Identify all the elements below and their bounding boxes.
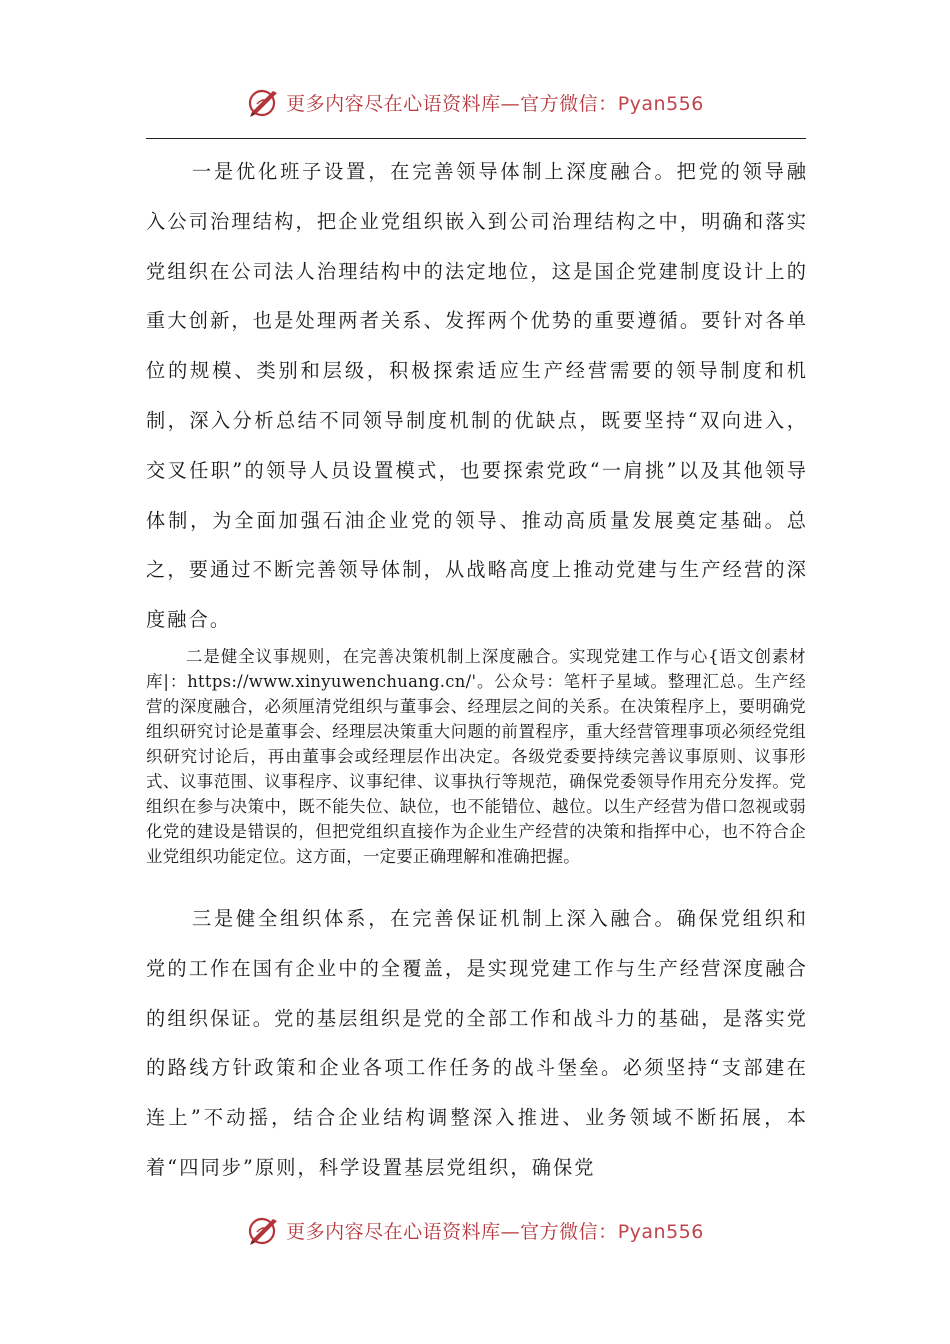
watermark-text: 更多内容尽在心语资料库—官方微信：Pyan556 [286, 92, 704, 115]
paragraph-3: 三是健全组织体系，在完善保证机制上深入融合。确保党组织和党的工作在国有企业中的全覆盖，是实现党建工作与生产经营深度融合的组织保证。党的基层组织是党的全部工作和战斗力的基础，是落实党的路线方针政策和企业各项工作任务的战斗堡垒。必须坚持“支部建在连上”不动摇，结合企业结构调整深入推进、业务领域不断拓展，本着“四同步”原则，科学设置基层党组织，确保党 [146, 907, 808, 1179]
header-watermark [0, 82, 950, 122]
pen-circle-icon [246, 84, 282, 120]
pen-circle-icon [246, 1212, 282, 1248]
watermark-text: 更多内容尽在心语资料库—官方微信：Pyan556 [286, 1220, 704, 1243]
paragraph-2: 二是健全议事规则，在完善决策机制上深度融合。实现党建工作与心{语文创素材库|：https://www.xinyuwenchuang.cn/'。公众号：笔杆子星域。整理汇总。生产经营的深度融合，必须厘清党组织与董事会、经理层之间的关系。在决策程序上，要明确党组织研究讨论是董事会、经理层决策重大问题的前置程序，重大经营管理事项必须经党组织研究讨论后，再由董事会或经理层作出决定。各级党委要持续完善议事原则、议事形式、议事范围、议事程序、议事纪律、议事执行等规范，确保党委领导作用充分发挥。党组织在参与决策中，既不能失位、缺位，也不能错位、越位。以生产经营为借口忽视或弱化党的建设是错误的，但把党组织直接作为企业生产经营的决策和指挥中心，也不符合企业党组织功能定位。这方面，一定要正确理解和准确把握。 [146, 647, 806, 866]
footer-watermark [0, 1210, 950, 1250]
paragraph-1: 一是优化班子设置，在完善领导体制上深度融合。把党的领导融入公司治理结构，把企业党组织嵌入到公司治理结构之中，明确和落实党组织在公司法人治理结构中的法定地位，这是国企党建制度设计上的重大创新，也是处理两者关系、发挥两个优势的重要遵循。要针对各单位的规模、类别和层级，积极探索适应生产经营需要的领导制度和机制，深入分析总结不同领导制度机制的优缺点，既要坚持“双向进入，交叉任职”的领导人员设置模式，也要探索党政“一肩挑”以及其他领导体制，为全面加强石油企业党的领导、推动高质量发展奠定基础。总之，要通过不断完善领导体制，从战略高度上推动党建与生产经营的深度融合。 [146, 160, 808, 632]
header-rule [146, 138, 806, 139]
